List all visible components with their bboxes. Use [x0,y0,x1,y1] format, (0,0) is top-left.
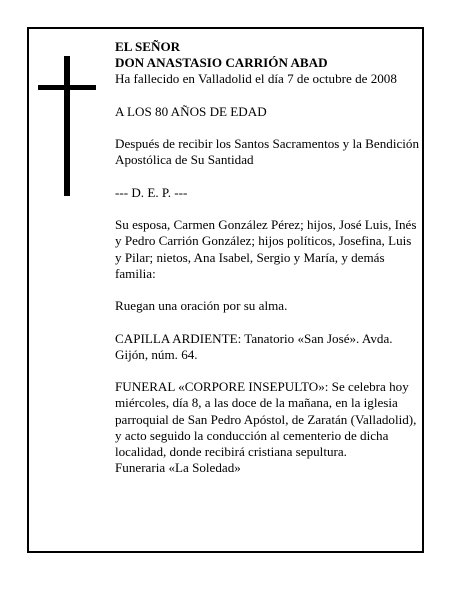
funeral-info: FUNERAL «CORPORE INSEPULTO»: Se celebra hoy miércoles, día 8, a las doce de la mañana, en la iglesia parroquial de San Pedro Apóstol, de Zaratán (Valladolid), y acto seguido la conducción al cementerio de dicha localidad, donde recibirá cristiana sepultura. [115,379,417,459]
family-line: Su esposa, Carmen González Pérez; hijos, José Luis, Inés y Pedro Carrión González; hijos políticos, Josefina, Luis y Pilar; nietos, Ana Isabel, Sergio y María, y demás familia: [115,217,417,281]
deceased-title: EL SEÑOR [115,39,181,54]
age-line: A LOS 80 AÑOS DE EDAD [115,103,267,119]
spacer [115,314,420,330]
funeral-home: Funeraria «La Soledad» [115,460,241,476]
prayer-request: Ruegan una oración por su alma. [115,298,288,314]
spacer [115,169,420,185]
cross-icon-vertical-bar [64,56,70,196]
deceased-name: DON ANASTASIO CARRIÓN ABAD [115,55,328,71]
cross-icon-horizontal-bar [38,85,96,90]
chapel-info: CAPILLA ARDIENTE: Tanatorio «San José». Avda. Gijón, núm. 64. [115,330,393,362]
spacer [115,363,420,379]
sacraments-line: Después de recibir los Santos Sacramentos y la Bendición Apostólica de Su Santidad [115,136,419,168]
obituary-text [115,39,420,476]
spacer [115,88,420,104]
spacer [115,201,420,217]
rip-line: --- D. E. P. --- [115,184,188,200]
spacer [115,120,420,136]
spacer [115,282,420,298]
death-notice: Ha fallecido en Valladolid el día 7 de octubre de 2008 [115,71,397,87]
